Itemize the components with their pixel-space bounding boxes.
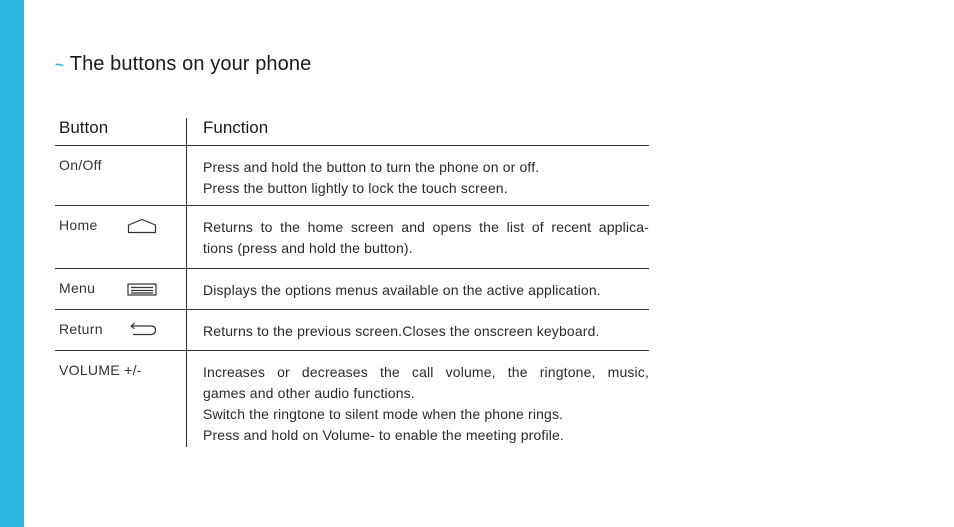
function-description (203, 280, 649, 301)
heading-marker: ~ (55, 57, 64, 74)
side-accent-stripe (0, 0, 24, 527)
buttons-table (55, 118, 649, 447)
function-line: Increases or decreases the call volume, the ringtone, music, (203, 364, 649, 380)
function-description (203, 157, 649, 199)
table-row (55, 146, 649, 206)
function-line: Press the button lightly to lock the touch screen. (203, 180, 508, 196)
function-line: Switch the ringtone to silent mode when the phone rings. (203, 406, 564, 422)
function-description (203, 362, 649, 446)
function-line: Returns to the home screen and opens the list of recent applica- (203, 219, 649, 235)
menu-icon (127, 282, 157, 298)
button-name: VOLUME +/- (59, 362, 142, 378)
function-line: tions (press and hold the button). (203, 240, 413, 256)
header-button: Button (59, 118, 109, 137)
table-header (55, 118, 649, 146)
table-row (55, 206, 649, 269)
return-icon (127, 322, 157, 338)
function-line: Press and hold on Volume- to enable the meeting profile. (203, 427, 564, 443)
function-line: Displays the options menus available on the active application. (203, 282, 601, 298)
button-name: Return (59, 321, 103, 337)
function-line: Press and hold the button to turn the phone on or off. (203, 159, 540, 175)
table-row (55, 351, 649, 447)
function-line: Returns to the previous screen.Closes the onscreen keyboard. (203, 323, 600, 339)
section-heading (55, 53, 311, 76)
function-line: games and other audio functions. (203, 385, 415, 401)
function-description (203, 321, 649, 342)
table-row (55, 269, 649, 310)
header-function: Function (203, 118, 269, 137)
button-name: On/Off (59, 157, 102, 173)
function-description (203, 217, 649, 259)
button-name: Home (59, 217, 98, 233)
table-row (55, 310, 649, 351)
home-icon (127, 218, 157, 234)
page-title: The buttons on your phone (69, 53, 312, 75)
button-name: Menu (59, 280, 96, 296)
